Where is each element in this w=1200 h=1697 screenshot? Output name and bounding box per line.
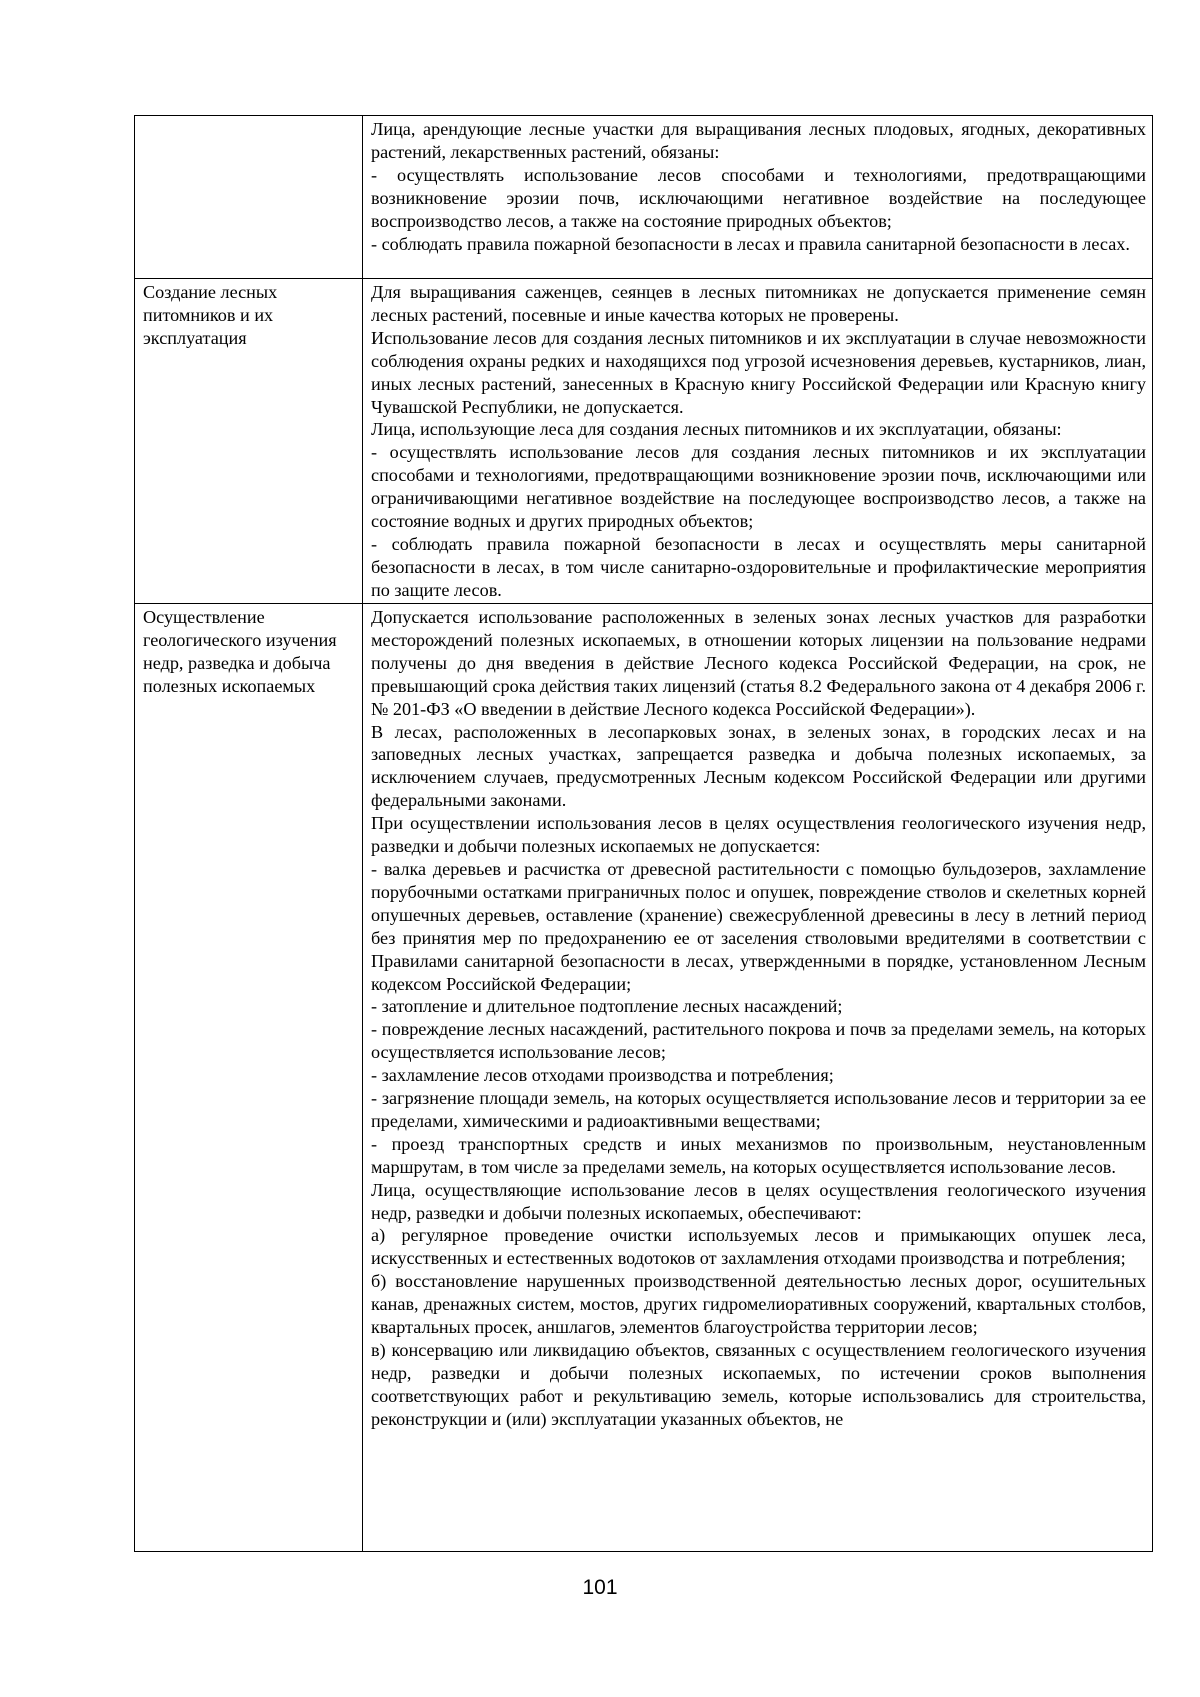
table-row — [135, 604, 1153, 1552]
activity-cell: Создание лесных питомников и их эксплуатация — [135, 279, 363, 604]
paragraph: В лесах, расположенных в лесопарковых зонах, в зеленых зонах, в городских лесах и на заповедных лесных участках, запрещается разведка и добыча полезных ископаемых, за исключением случаев, предусмотренных Лесным кодексом Российской Федерации или другими федеральными законами. — [371, 721, 1146, 811]
table-row — [135, 116, 1153, 279]
paragraph: - загрязнение площади земель, на которых осуществляется использование лесов и территории за ее пределами, химическими и радиоактивными веществами; — [371, 1088, 1146, 1131]
paragraph: - повреждение лесных насаждений, растительного покрова и почв за пределами земель, на которых осуществляется использование лесов; — [371, 1019, 1146, 1063]
page-number: 101 — [582, 1576, 618, 1599]
requirements-content — [371, 606, 1146, 1551]
paragraph: б) восстановление нарушенных производственной деятельностью лесных дорог, осушительных канав, дренажных систем, мостов, других гидромелиоративных сооружений, квартальных столбов, квартальных просек, аншлагов, элементов благоустройства территории лесов; — [371, 1271, 1146, 1338]
paragraph: При осуществлении использования лесов в целях осуществления геологического изучения недр, разведки и добычи полезных ископаемых не допускается: — [371, 813, 1146, 857]
requirements-cell — [363, 279, 1153, 604]
paragraph: - валка деревьев и расчистка от древесной растительности с помощью бульдозеров, захламление порубочными остатками приграничных полос и опушек, повреждение стволов и скелетных корней опушечных деревьев, оставление (хранение) свежесрубленной древесины в лесу в летний период без принятия мер по предохранению ее от заселения стволовыми вредителями в соответствии с Правилами санитарной безопасности в лесах, утвержденными в порядке, установленном Лесным кодексом Российской Федерации; — [371, 858, 1146, 994]
paragraph: Лица, использующие леса для создания лесных питомников и их эксплуатации, обязаны: — [371, 419, 1062, 440]
paragraph: - захламление лесов отходами производства и потребления; — [371, 1065, 834, 1086]
paragraph: - соблюдать правила пожарной безопасности в лесах и правила санитарной безопасности в лесах. — [371, 233, 1130, 254]
regulations-table — [134, 115, 1153, 1552]
activity-cell — [135, 116, 363, 279]
table-row — [135, 279, 1153, 604]
paragraph: - соблюдать правила пожарной безопасности в лесах и осуществлять меры санитарной безопасности в лесах, в том числе санитарно-оздоровительные и профилактические мероприятия по защите лесов. — [371, 533, 1146, 600]
paragraph: Лица, арендующие лесные участки для выращивания лесных плодовых, ягодных, декоративных растений, лекарственных растений, обязаны: — [371, 119, 1146, 162]
paragraph: а) регулярное проведение очистки используемых лесов и примыкающих опушек леса, искусственных и естественных водотоков от захламления отходами производства и потребления; — [371, 1225, 1146, 1269]
paragraph: Допускается использование расположенных в зеленых зонах лесных участков для разработки месторождений полезных ископаемых, в отношении которых лицензии на пользование недрами получены до дня введения в действие Лесного кодекса Российской Федерации, на срок, не превышающий срока действия таких лицензий (статья 8.2 Федерального закона от 4 декабря 2006 г. № 201-ФЗ «О введении в действие Лесного кодекса Российской Федерации»). — [371, 607, 1146, 719]
paragraph: - осуществлять использование лесов способами и технологиями, предотвращающими возникновение эрозии почв, исключающими негативное воздействие на последующее воспроизводство лесов, а также на состояние природных объектов; — [371, 164, 1146, 231]
paragraph: - затопление и длительное подтопление лесных насаждений; — [371, 996, 843, 1017]
paragraph: - проезд транспортных средств и иных механизмов по произвольным, неустановленным маршрутам, в том числе за пределами земель, на которых осуществляется использование лесов. — [371, 1133, 1146, 1177]
requirements-cell — [363, 116, 1153, 279]
requirements-cell — [363, 604, 1153, 1552]
paragraph: Для выращивания саженцев, сеянцев в лесных питомниках не допускается применение семян лесных растений, посевные и иные качества которых не проверены. — [371, 282, 1146, 325]
paragraph: - осуществлять использование лесов для создания лесных питомников и их эксплуатации способами и технологиями, предотвращающими возникновение эрозии почв, исключающими или ограничивающими негативное воздействие на последующее воспроизводство лесов, а также на состояние водных и других природных объектов; — [371, 442, 1146, 532]
activity-cell: Осуществление геологического изучения недр, разведка и добыча полезных ископаемых — [135, 604, 363, 1552]
paragraph: Лица, осуществляющие использование лесов в целях осуществления геологического изучения недр, разведки и добычи полезных ископаемых, обеспечивают: — [371, 1179, 1146, 1223]
paragraph: в) консервацию или ликвидацию объектов, связанных с осуществлением геологического изучения недр, разведки и добычи полезных ископаемых, по истечении сроков выполнения соответствующих работ и рекультивацию земель, которые использовались для строительства, реконструкции и (или) эксплуатации указанных объектов, не — [371, 1340, 1146, 1429]
paragraph: Использование лесов для создания лесных питомников и их эксплуатации в случае невозможности соблюдения охраны редких и находящихся под угрозой исчезновения деревьев, кустарников, лиан, иных лесных растений, занесенных в Красную книгу Российской Федерации или Красную книгу Чувашской Республики, не допускается. — [371, 327, 1146, 417]
